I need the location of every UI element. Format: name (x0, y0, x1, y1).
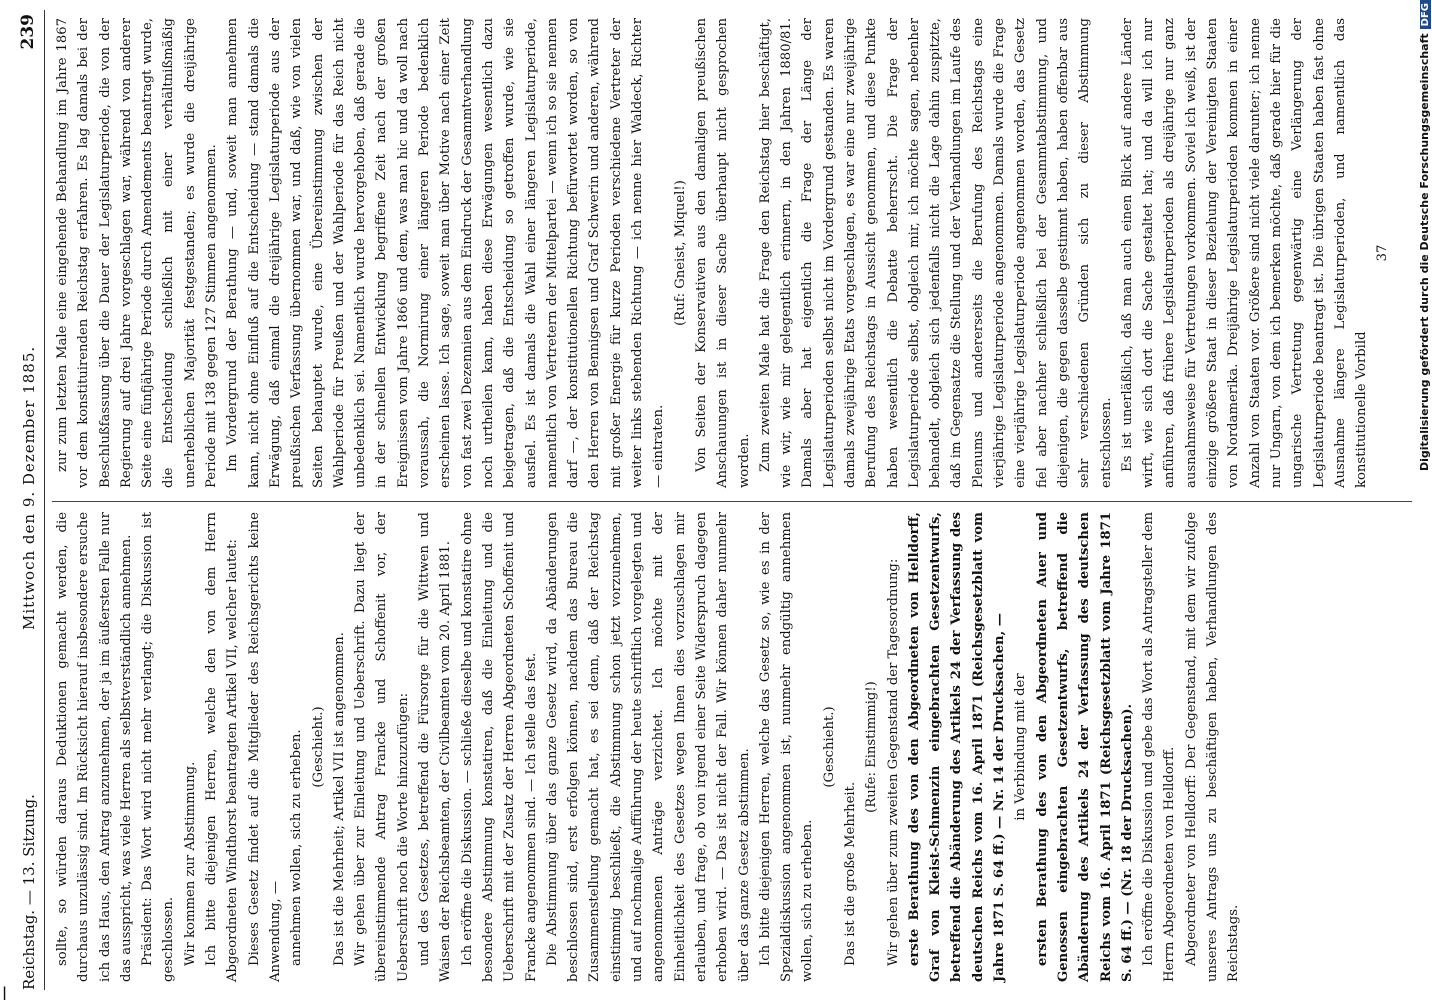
right-column-paragraph: Es ist unerläßlich, daß man auch einen Blick auf andere Länder wirft, wie sich dort die Sache gestaltet hat; und da will ich nur anführen, daß frühere Legislaturperioden als dreijährige nur ganz ausnahmsweise für Vertretungen vorkommen. Soviel ich weiß, ist der einzige größere Staat in dieser Beziehung der Vereinigten Staaten von Nordamerika. Dreijährige Legislaturperioden kommen in einer Anzahl von Staaten vor. Größere sind nicht viele darunter; ich nenne nur Ungarn, von dem ich bemerken möchte, daß gerade hier für die ungarische Vertretung gegenwärtig eine Verlängerung der Legislaturperiode beantragt ist. Die übrigen Staaten haben fast ohne Ausnahme längere Legislaturperioden, und namentlich das konstitutionelle Vorbild (1119, 18, 1370, 488)
left-column-paragraph: Ich eröffne die Diskussion. — schließe dieselbe und konstatire ohne besondere Abstimmung konstatiren, daß die Einleitung und die Ueberschrift mit der Zusatz der Herren Abgeordneten Schoffenit und Francke angenommen sind. — Ich stelle das fest. (459, 512, 539, 982)
left-column-paragraph: in Verbindung mit der (1013, 673, 1029, 821)
left-column-paragraph: ersten Berathung des von den Abgeordneten Auer und Genossen eingebrachten Gesetzentwurfs, betreffend die Abänderung des Artikels 24 der Verfassung des deutschen Reichs vom 16. April 1871 (Reichsgesetzblatt vom Jahre 1871 S. 64 ff.) — (Nr. 18 der Drucksachen). (1034, 512, 1135, 982)
left-column-paragraph: Ich bitte diejenigen Herren, welche das Gesetz so, wie es in der Spezialdiskussion angenommen ist, nunmehr endgültig annehmen wollen, sich zu erheben. (757, 512, 816, 982)
left-column-paragraph: Wir kommen zur Abstimmung. (182, 761, 198, 966)
left-column-paragraph: Wir gehen über zur Einleitung und Ueberschrift. Dazu liegt der übereinstimmende Antrag Francke und Schoffenit vor, der Ueberschrift noch die Worte hinzuzufügen: (353, 512, 411, 982)
left-column-paragraph: Ich bitte diejenigen Herren, welche den von dem Herrn Abgeordneten Windthorst beantragten Artikel VII, welcher lautet: (204, 512, 241, 982)
right-column-paragraph: 37 (1375, 244, 1391, 262)
left-column-paragraph: sollte, so würden daraus Deduktionen gemacht werden, die durchaus unzulässig sind. Im Rücksicht hierauf insbesondere ersuche ich das Haus, den Antrag anzunehmen, der ja im äußersten Falle nur das ausspricht, was viele Herren als selbstverständlich annehmen. (55, 512, 134, 982)
dfg-logo: DFG (1420, 0, 1431, 29)
right-column-paragraph: Von Seiten der Konservativen aus den damaligen preußischen Anschauungen ist in dieser Sache überhaupt nicht gesprochen worden. (693, 18, 752, 488)
left-column-paragraph: Die Abstimmung über das ganze Gesetz wird, da Abänderungen beschlossen sind, erst erfolgen können, nachdem das Bureau die Zusammenstellung gemacht hat, es sei denn, daß der Reichstag einstimmig beschließt, die Abstimmung schon jetzt vorzunehmen, und auf nochmalige Aufführung der heute schriftlich vorgelegten und angenommenen Anträge verzichtet. Ich möchte mit der Einheitlichkeit des Gesetzes wegen Ihnen dies vorzuschlagen mir erlauben, und frage, ob von irgend einer Seite Widerspruch dagegen erhoben wird. — Das ist nicht der Fall. Wir können daher nunmehr über das ganze Gesetz abstimmen. (544, 512, 752, 982)
page-header (14, 10, 45, 990)
column-divider (52, 501, 1412, 502)
margin-mark: | (2, 985, 8, 1000)
digitization-footer (1416, 0, 1432, 1000)
left-column-paragraph: Wir gehen über zum zweiten Gegenstand der Tagesordnung: (885, 558, 901, 966)
left-text-column (52, 512, 1245, 982)
header-left: Reichstag. — 13. Sitzung. (20, 794, 38, 990)
left-column-paragraph: Das ist die Mehrheit; Artikel VII ist angenommen. (331, 632, 347, 966)
left-column-paragraph: (Geschieht.) (310, 706, 326, 788)
left-column-paragraph: annehmen wollen, sich zu erheben. (289, 729, 305, 966)
left-column-paragraph: Das ist die große Mehrheit. (842, 781, 858, 966)
right-column-paragraph: Im Vordergrund der Berathung — und, soweit man annehmen kann, nicht ohne Einfluß auf die Entscheidung — stand damals die Erwägung, daß einmal die dreijährige Legislaturperiode aus der preußischen Verfassung übernommen war, und daß, wie von vielen Seiten behauptet wurde, eine Übereinstimmung zwischen der Wahlperiode für Preußen und der Wahlperiode für das Reich nicht unbedenklich sei. Namentlich wurde hervorgehoben, daß gerade die in der schnellen Entwicklung begriffene Zeit nach der großen Ereignissen vom Jahre 1866 und dem, was man hic und da woll nach voraussah, die Normirung einer längeren Periode bedenklich erscheinen lasse. Ich sage, soweit man über Motive nach einer Zeit von fast zwei Dezennien aus dem Eindruck der Gesammtverhandlung noch urtheilen kann, haben diese Erwägungen wesentlich dazu beigetragen, daß die Entscheidung so getroffen wurde, wie sie ausfiel. Es ist damals die Wahl einer längeren Legislaturperiode, namentlich von Vertretern der Mittelpartei — wenn ich so sie nennen darf —, der konstitutionellen Richtung befürwortet worden, so von den Herren von Bennigsen und Graf Schwerin und anderen, während mit großer Energie für kurze Perioden verschiedene Vertreter der weiter links stehenden Richtung — ich nenne hier Waldeck, Richter — eintraten. (225, 18, 667, 488)
left-column-paragraph: (Geschieht.) (821, 706, 837, 788)
right-column-paragraph: zur zum letzten Male eine eingehende Behandlung im Jahre 1867 vor dem konstituirenden Reichstag erfahren. Es lag damals bei der Beschlußfassung über die Dauer der Legislaturperiode, die von der Regierung auf drei Jahre vorgeschlagen war, während von anderer Seite eine fünfjährige Periode durch Amendements beantragt wurde, die Entscheidung schließlich mit einer verhältnißmäßig unerheblichen Majorität festgestanden; es wurde die dreijährige Periode mit 138 gegen 127 Stimmen angenommen. (55, 18, 220, 488)
right-text-column (52, 18, 1394, 488)
right-column-paragraph: (Ruf: Gneist, Miquel!) (672, 180, 688, 326)
left-column-paragraph: und des Gesetzes, betreffend die Fürsorge für die Wittwen und Waisen der Reichsbeamten, der Civilbeamten vom 20. April 1881. (417, 512, 454, 982)
left-column-paragraph: erste Berathung des von den Abgeordneten von Helldorff, Graf von Kleist-Schmenzin eingebrachten Gesetzentwurfs, betreffend die Abänderung des Artikels 24 der Verfassung des deutschen Reichs vom 16. April 1871 (Reichsgesetzblatt vom Jahre 1871 S. 64 ff.) — Nr. 14 der Drucksachen, — (906, 512, 1008, 982)
right-column-paragraph: Zum zweiten Male hat die Frage den Reichstag hier beschäftigt, wie wir, wie mir gelegentlich erinnern, in den Jahren 1880/81. Damals aber hat eigentlich die Frage der Länge der Legislaturperioden selbst nicht im Vordergrund gestanden. Es waren damals zweijährige Etats vorgeschlagen, es war eine nur zweijährige Berufung des Reichstags in Aussicht genommen, und diese Punkte haben wesentlich die Debatte beherrscht. Die Frage der Legislaturperiode selbst, obgleich mir, ich möchte sagen, nebenher behandelt, obgleich sich jedenfalls nicht die Lage dahin zuspitzte, daß im Gegensatze die Stellung und der Verhandlungen im Laufe des Plenums und andererseits die Berufung des Reichstags eine vierjährige Legislaturperiode angenommen. Damals wurde die Frage eine vierjährige Legislaturperiode angenommen worden, das Gesetz fiel aber nachher schließlich bei der Gesammtabstimmung, und diejenigen, die gegen dasselbe gestimmt haben, haben offenbar aus sehr verschiedenen Gründen sich zu dieser Abstimmung entschlossen. (757, 18, 1114, 488)
footer-line (1418, 0, 1432, 1000)
left-column-paragraph: Abgeordneter von Helldorff: Der Gegenstand, mit dem wir zufolge unseres Antrags uns zu beschäftigen haben, Verhandlungen des Reichstags. (1183, 512, 1242, 982)
left-column-paragraph: (Rufe: Einstimmig!) (864, 681, 880, 813)
footer-text: Digitalisierung gefördert durch die Deutsche Forschungsgemeinschaft (1418, 33, 1431, 472)
left-column-paragraph: Dieses Gesetz findet auf die Mitglieder des Reichsgerichts keine Anwendung, — (246, 512, 283, 982)
header-date: Mittwoch den 9. Dezember 1885. (20, 345, 38, 630)
left-column-paragraph: Ich eröffne die Diskussion und gebe das Wort als Antragsteller dem Herrn Abgeordneten von Helldorff. (1141, 512, 1178, 982)
left-column-paragraph: Präsident: Das Wort wird nicht mehr verlangt; die Diskussion ist geschlossen. (140, 512, 177, 982)
page-number: 239 (18, 14, 38, 50)
